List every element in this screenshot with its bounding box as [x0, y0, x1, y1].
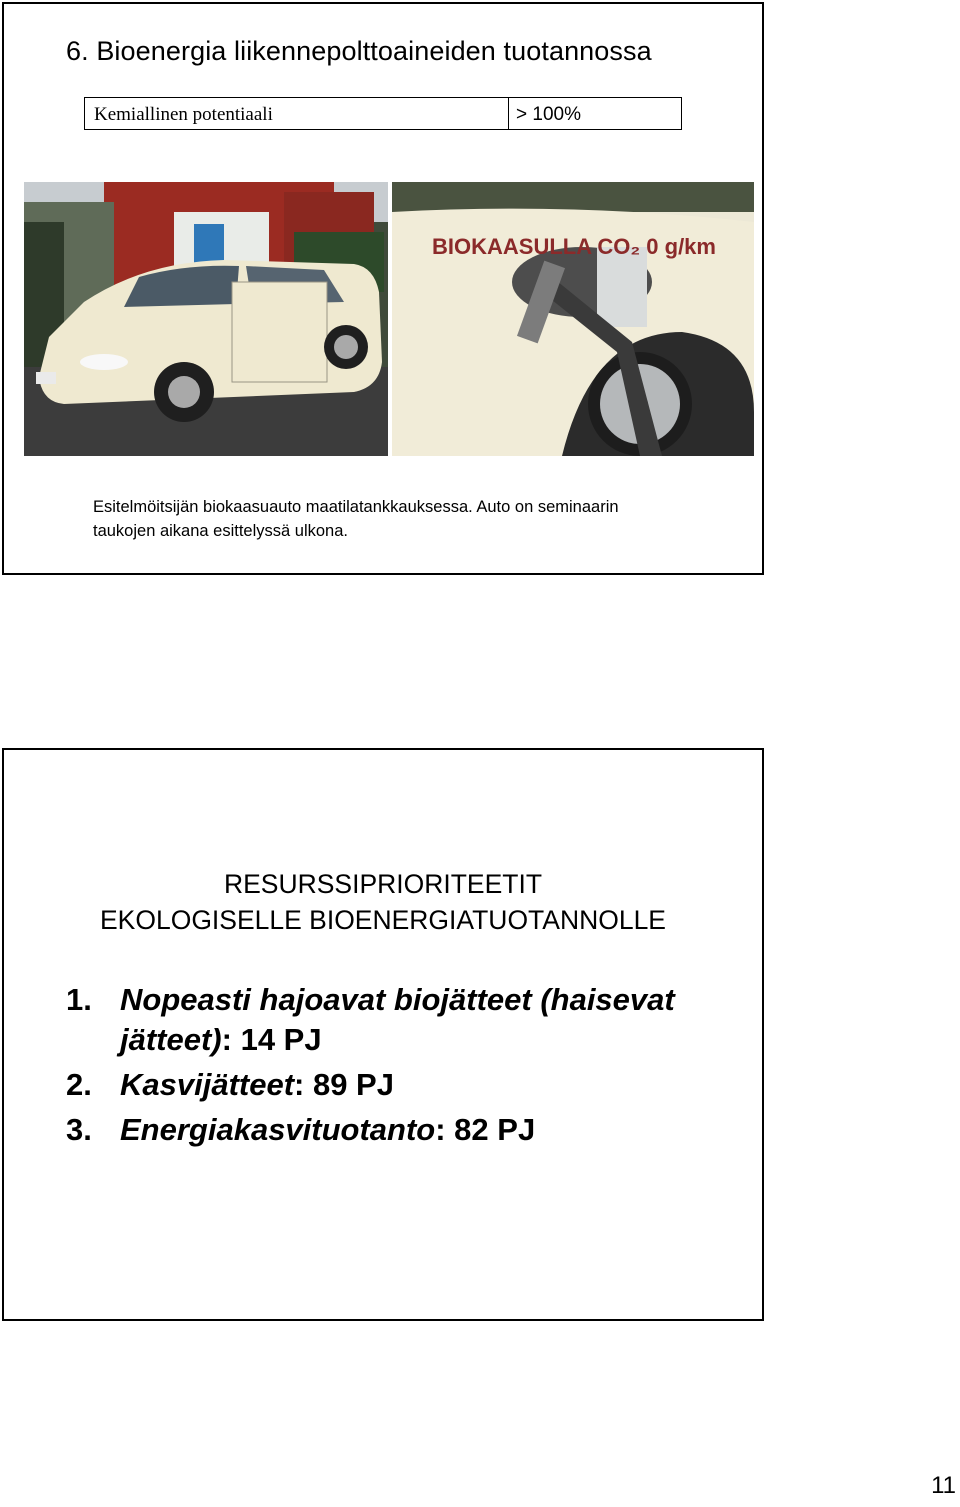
potential-value: > 100%	[516, 104, 581, 125]
slide-2	[2, 748, 764, 1321]
decal-text: BIOKAASULLA CO₂ 0 g/km	[432, 234, 716, 259]
item-label: Energiakasvituotanto	[120, 1112, 436, 1147]
item-value: : 14 PJ	[221, 1022, 322, 1057]
heading-line-2: EKOLOGISELLE BIOENERGIATUOTANNOLLE	[100, 905, 666, 935]
resource-heading	[4, 866, 762, 938]
slide-title: 6. Bioenergia liikennepolttoaineiden tuotannossa	[66, 36, 652, 66]
item-number: 2.	[66, 1067, 92, 1102]
photo-caption	[93, 495, 733, 543]
potential-label: Kemiallinen potentiaali	[85, 98, 509, 129]
item-number: 1.	[66, 982, 92, 1017]
page-number: 11	[931, 1472, 956, 1499]
caption-line-1: Esitelmöitsijän biokaasuauto maatilatankkauksessa. Auto on seminaarin	[93, 498, 619, 516]
list-item	[66, 1065, 756, 1105]
item-value: : 89 PJ	[294, 1067, 394, 1102]
potential-table	[84, 97, 682, 130]
priority-list	[66, 980, 756, 1155]
item-label: Nopeasti hajoavat biojätteet (haisevat jätteet)	[120, 982, 675, 1057]
item-number: 3.	[66, 1112, 92, 1147]
heading-line-1: RESURSSIPRIORITEETIT	[223, 869, 543, 899]
item-label: Kasvijätteet	[120, 1067, 295, 1102]
list-item	[66, 980, 756, 1060]
slide-1	[2, 2, 764, 575]
list-item	[66, 1110, 756, 1150]
car-photo	[24, 182, 388, 456]
item-value: : 82 PJ	[435, 1112, 536, 1147]
caption-line-2: taukojen aikana esittelyssä ulkona.	[93, 522, 348, 540]
refueling-photo	[392, 182, 754, 456]
